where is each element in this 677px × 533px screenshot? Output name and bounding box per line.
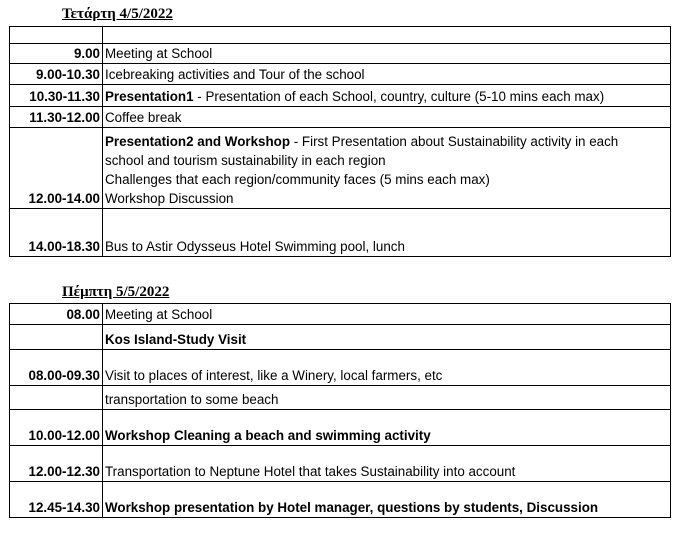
table-row: [10, 85, 671, 107]
day1-title: Τετάρτη 4/5/2022: [62, 6, 173, 22]
activity-cell: [103, 325, 671, 350]
activity-cell: [103, 128, 671, 209]
activity-text: - Presentation of each School, country, culture (5-10 mins each max): [193, 89, 605, 104]
time-cell: 10.00-12.00: [10, 410, 103, 446]
activity-text: Visit to places of interest, like a Winery, local farmers, etc: [105, 368, 443, 383]
activity-bold: Presentation1: [105, 89, 194, 104]
time-cell: 9.00-10.30: [10, 64, 103, 85]
time-cell: 08.00: [10, 304, 103, 325]
table-row: [10, 446, 671, 482]
activity-cell: [103, 209, 671, 257]
time-cell: 12.00-14.00: [10, 128, 103, 209]
activity-bold: Workshop presentation by Hotel manager, questions by students, Discussion: [105, 500, 599, 515]
time-cell: 12.45-14.30: [10, 482, 103, 518]
time-cell: [10, 325, 103, 350]
activity-cell: [103, 386, 671, 410]
activity-text: Icebreaking activities and Tour of the school: [105, 67, 365, 82]
activity-text: Meeting at School: [105, 46, 213, 61]
activity-line: Workshop Discussion: [105, 191, 234, 206]
table-row: [10, 482, 671, 518]
activity-line: Challenges that each region/community faces (5 mins each max): [105, 172, 490, 187]
day1-schedule-table: [9, 26, 671, 257]
table-row: [10, 325, 671, 350]
table-row: [10, 128, 671, 209]
day2-title: Πέμπτη 5/5/2022: [62, 284, 170, 300]
activity-cell: [103, 410, 671, 446]
activity-cell: [103, 27, 671, 44]
activity-text: Coffee break: [105, 110, 182, 125]
activity-text: Bus to Astir Odysseus Hotel Swimming pool, lunch: [105, 239, 405, 254]
activity-bold: Presentation2 and Workshop: [105, 134, 291, 149]
table-row: [10, 27, 671, 44]
activity-bold: Kos Island-Study Visit: [105, 332, 247, 347]
activity-text: Transportation to Neptune Hotel that takes Sustainability into account: [105, 464, 516, 479]
table-row: [10, 386, 671, 410]
activity-cell: [103, 44, 671, 64]
table-row: [10, 64, 671, 85]
time-cell: [10, 386, 103, 410]
table-row: [10, 410, 671, 446]
time-cell: 11.30-12.00: [10, 107, 103, 128]
time-cell: 14.00-18.30: [10, 209, 103, 257]
time-cell: 08.00-09.30: [10, 350, 103, 386]
time-cell: 10.30-11.30: [10, 85, 103, 107]
table-row: [10, 209, 671, 257]
activity-cell: [103, 482, 671, 518]
table-row: [10, 107, 671, 128]
time-cell: 9.00: [10, 44, 103, 64]
time-cell: [10, 27, 103, 44]
activity-cell: [103, 350, 671, 386]
activity-cell: [103, 85, 671, 107]
activity-text: - First Presentation about Sustainability activity in each: [290, 134, 619, 149]
table-row: [10, 44, 671, 64]
day2-schedule-table: [9, 303, 671, 518]
activity-cell: [103, 64, 671, 85]
activity-cell: [103, 304, 671, 325]
time-cell: 12.00-12.30: [10, 446, 103, 482]
activity-line: school and tourism sustainability in each region: [105, 153, 386, 168]
activity-text: transportation to some beach: [105, 392, 279, 407]
activity-bold: Workshop Cleaning a beach and swimming activity: [105, 428, 431, 443]
activity-cell: [103, 446, 671, 482]
activity-cell: [103, 107, 671, 128]
activity-text: Meeting at School: [105, 307, 213, 322]
table-row: [10, 304, 671, 325]
table-row: [10, 350, 671, 386]
